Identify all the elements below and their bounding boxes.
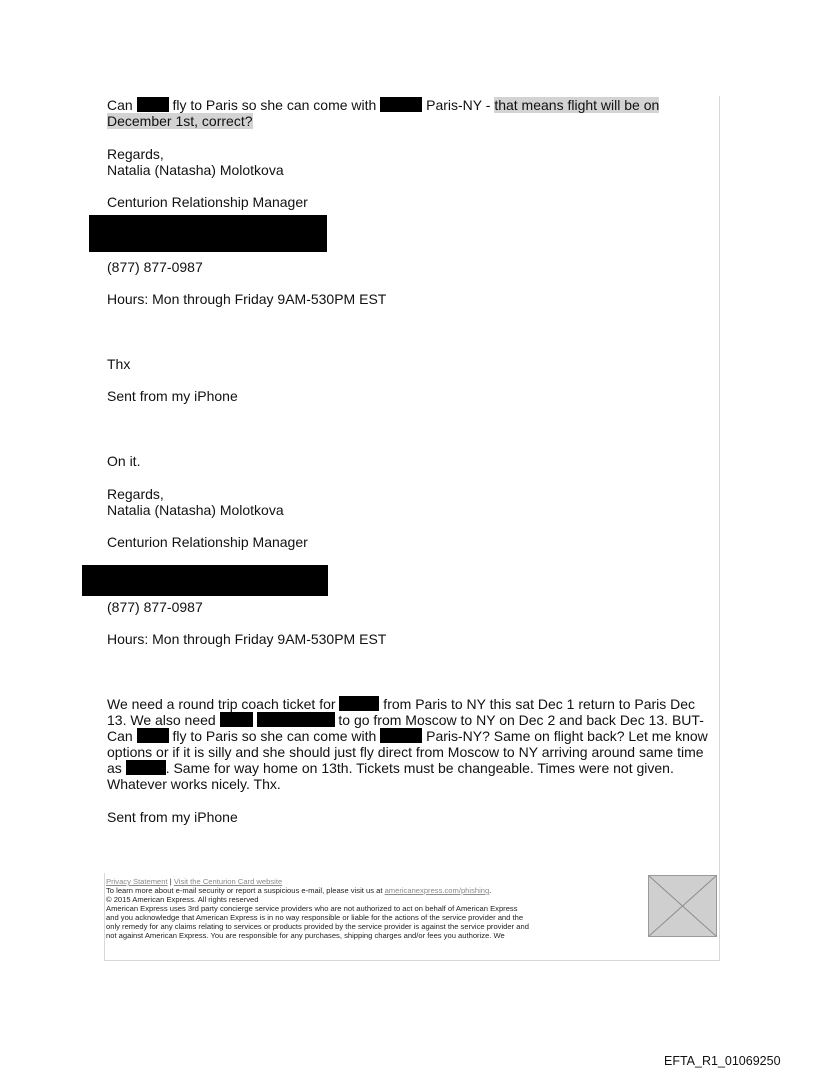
document-id: EFTA_R1_01069250: [664, 1054, 781, 1068]
redaction: [380, 728, 422, 743]
page-border-bottom: [104, 960, 720, 961]
sent-from: Sent from my iPhone: [107, 809, 238, 825]
redaction: [257, 712, 335, 727]
sent-from: Sent from my iPhone: [107, 388, 238, 404]
reply-text: Thx: [107, 356, 131, 372]
redaction: [137, 97, 169, 112]
broken-image-placeholder-icon: [648, 875, 717, 937]
footer-line: © 2015 American Express. All rights reserved: [106, 895, 259, 904]
footer-line: American Express uses 3rd party concierge service providers who are not authorized to act on behalf of American Express: [106, 904, 518, 913]
message-line: options or if it is silly and she should just fly direct from Moscow to NY arriving around same time: [107, 744, 704, 760]
redaction-block: [89, 215, 327, 252]
footer-line: only remedy for any claims relating to services or products provided by the service provider is against the service provider and: [106, 922, 529, 931]
sig-hours: Hours: Mon through Friday 9AM-530PM EST: [107, 291, 387, 307]
message-line: 13. We also need to go from Moscow to NY on Dec 2 and back Dec 13. BUT-: [107, 712, 704, 728]
privacy-statement-link[interactable]: Privacy Statement: [106, 877, 168, 886]
sig-phone: (877) 877-0987: [107, 599, 203, 615]
footer-border-left: [104, 873, 105, 961]
redaction: [339, 696, 379, 711]
highlighted-text: December 1st, correct?: [107, 113, 253, 129]
footer-line: and you acknowledge that American Express is in no way responsible or liable for the actions of the service provider and the: [106, 913, 524, 922]
redaction: [137, 728, 169, 743]
redaction: [380, 97, 422, 112]
reply-text: On it.: [107, 453, 141, 469]
footer-line: To learn more about e-mail security or report a suspicious e-mail, please visit us at americanexpress.com/phishing.: [106, 886, 492, 895]
centurion-website-link[interactable]: Visit the Centurion Card website: [173, 877, 283, 886]
message-line: We need a round trip coach ticket for from Paris to NY this sat Dec 1 return to Paris Dec: [107, 696, 696, 712]
sig-phone: (877) 877-0987: [107, 259, 203, 275]
redaction: [126, 760, 166, 775]
redaction: [220, 712, 253, 727]
phishing-link[interactable]: americanexpress.com/phishing: [384, 886, 490, 895]
footer-line: not against American Express. You are responsible for any purchases, shipping charges and/or fees you authorize. We: [106, 931, 505, 940]
sig-name: Natalia (Natasha) Molotkova: [107, 162, 284, 178]
message-line: Can fly to Paris so she can come with Paris-NY - that means flight will be on: [107, 97, 660, 113]
sig-regards: Regards,: [107, 486, 164, 502]
redaction-block: [82, 565, 328, 596]
sig-hours: Hours: Mon through Friday 9AM-530PM EST: [107, 631, 387, 647]
message-line: as . Same for way home on 13th. Tickets must be changeable. Times were not given.: [107, 760, 674, 776]
footer-links: Privacy Statement | Visit the Centurion Card website: [106, 877, 283, 886]
sig-title: Centurion Relationship Manager: [107, 194, 308, 210]
sig-title: Centurion Relationship Manager: [107, 534, 308, 550]
page-border-right: [719, 96, 720, 961]
sig-name: Natalia (Natasha) Molotkova: [107, 502, 284, 518]
message-line: Can fly to Paris so she can come with Paris-NY? Same on flight back? Let me know: [107, 728, 708, 744]
message-line: Whatever works nicely. Thx.: [107, 776, 281, 792]
highlighted-text: that means flight will be on: [494, 97, 660, 113]
sig-regards: Regards,: [107, 146, 164, 162]
